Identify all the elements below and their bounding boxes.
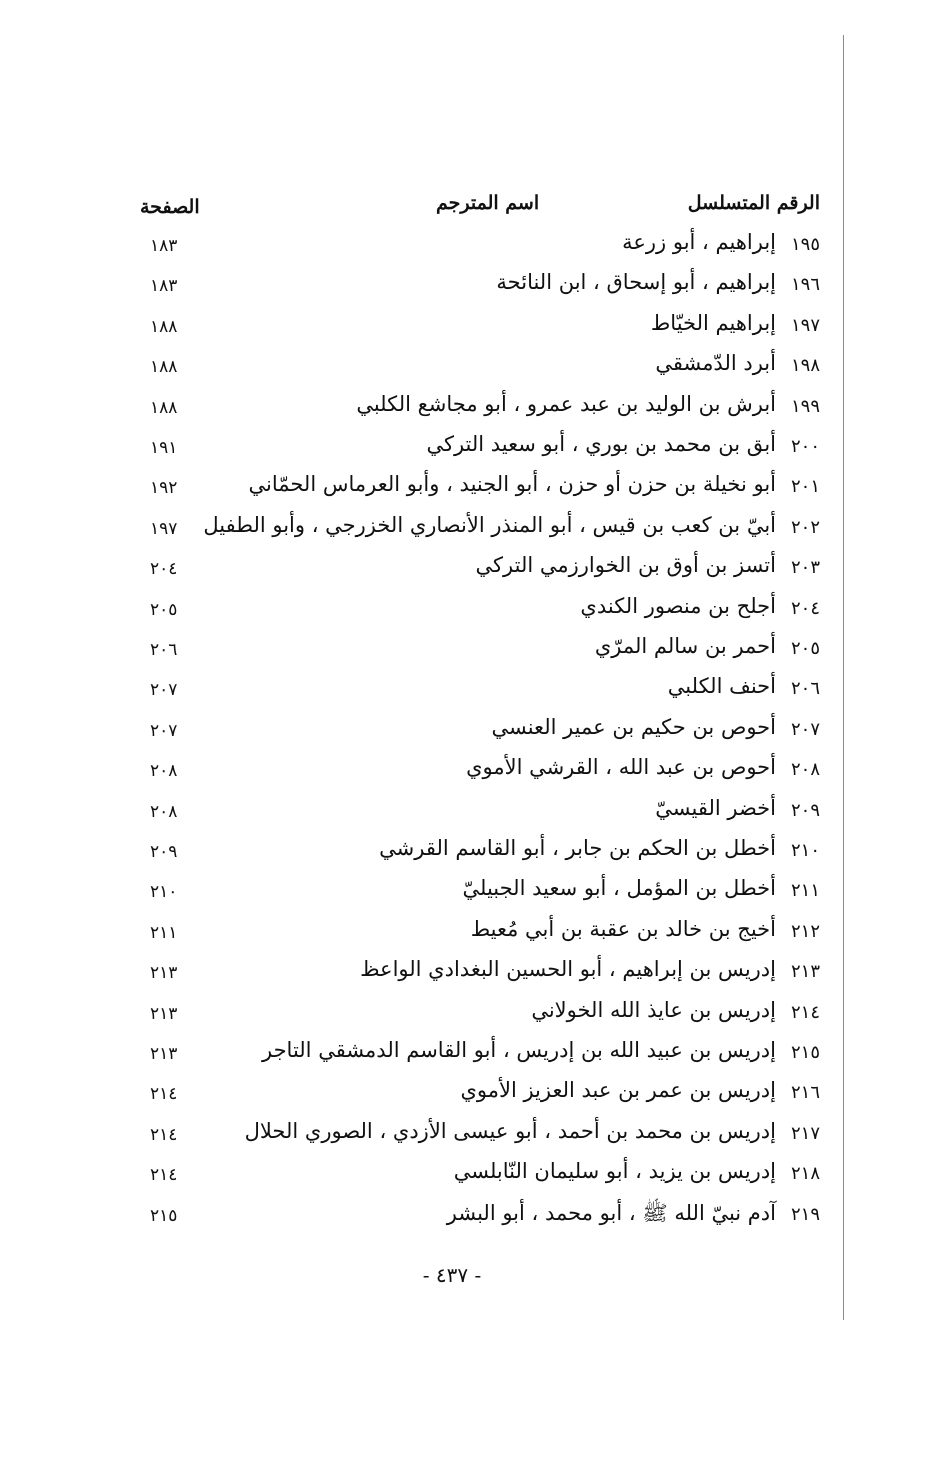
entry-name: أبرش بن الوليد بن عبد عمرو ، أبو مجاشع الكلبي: [356, 391, 776, 416]
entry-number: ٢١٤: [790, 1001, 820, 1023]
entry-name: أحمر بن سالم المرّي: [594, 634, 776, 658]
entry-name: أبو نخيلة بن حزن أو حزن ، أبو الجنيد ، وأبو العرماس الحمّاني: [248, 472, 776, 497]
table-row: [0, 751, 944, 791]
entry-page: ١٩٧: [150, 518, 178, 539]
entry-page: ٢٠٨: [150, 801, 178, 822]
entry-number: ١٩٧: [790, 314, 820, 336]
table-row: [0, 1155, 944, 1195]
entry-name: إدريس بن إبراهيم ، أبو الحسين البغدادي الواعظ: [360, 957, 776, 982]
table-row: [0, 630, 944, 670]
entry-number: ٢١٩: [790, 1203, 820, 1225]
entry-page: ١٨٨: [150, 397, 178, 418]
entry-name: أجلح بن منصور الكندي: [580, 593, 776, 618]
entry-page: ١٨٣: [150, 276, 178, 297]
page-column-header: الصفحة: [140, 196, 200, 218]
entry-page: ١٩١: [150, 438, 178, 458]
table-row: [0, 347, 944, 387]
table-row: [0, 1074, 944, 1114]
entry-number: ١٩٨: [790, 355, 820, 377]
name-column-header: اسم المترجم: [436, 192, 540, 214]
entry-page: ٢٠٧: [150, 720, 178, 741]
entry-number: ٢١٦: [790, 1082, 820, 1104]
table-row: [0, 509, 944, 549]
entry-page: ٢١٤: [150, 1084, 178, 1105]
table-row: [0, 1196, 944, 1236]
entry-number: ٢٠٤: [790, 597, 820, 619]
index-entries: [0, 226, 944, 1236]
entry-number: ١٩٥: [790, 234, 820, 255]
entry-name: أحنف الكلبي: [667, 674, 776, 699]
page-number: - ٤٣٧ -: [422, 1263, 482, 1287]
entry-page: ٢٠٦: [150, 640, 178, 660]
table-row: [0, 711, 944, 751]
entry-page: ١٩٢: [150, 478, 178, 499]
entry-name: أبق بن محمد بن بوري ، أبو سعيد التركي: [426, 432, 776, 456]
entry-number: ٢١٧: [790, 1122, 820, 1144]
table-row: [0, 590, 944, 630]
entry-page: ٢١٠: [150, 882, 178, 903]
entry-name: إبراهيم الخيّاط: [650, 310, 776, 335]
entry-name: إدريس بن محمد بن أحمد ، أبو عيسى الأزدي ، الصوري الحلال: [244, 1118, 776, 1143]
table-row: [0, 1034, 944, 1074]
table-row: [0, 468, 944, 508]
table-row: [0, 226, 944, 266]
entry-name: أخضر القيسيّ: [655, 795, 776, 820]
table-row: [0, 307, 944, 347]
entry-page: ٢١١: [150, 922, 178, 943]
table-row: [0, 872, 944, 912]
entry-name: أخيج بن خالد بن عقبة بن أبي مُعيط: [470, 916, 776, 941]
entry-number: ٢٠٩: [790, 799, 820, 821]
table-row: [0, 549, 944, 589]
entry-name: أبرد الدّمشقي: [655, 351, 776, 376]
entry-page: ٢١٤: [150, 1124, 178, 1145]
table-row: [0, 388, 944, 428]
entry-name: أبيّ بن كعب بن قيس ، أبو المنذر الأنصاري الخزرجي ، وأبو الطفيل: [203, 512, 776, 537]
entry-page: ٢١٤: [150, 1165, 178, 1186]
entry-number: ٢١٨: [790, 1163, 820, 1185]
entry-name: إدريس بن يزيد ، أبو سليمان النّابلسي: [453, 1159, 776, 1184]
page-footer: [0, 1263, 944, 1287]
entry-page: ٢٠٨: [150, 761, 178, 782]
entry-number: ٢٠٨: [790, 759, 820, 781]
table-row: [0, 1115, 944, 1155]
entry-page: ٢٠٤: [150, 559, 178, 580]
entry-number: ٢٠٧: [790, 718, 820, 740]
table-row: [0, 953, 944, 993]
entry-number: ١٩٦: [790, 274, 820, 296]
entry-number: ٢١٢: [790, 920, 820, 942]
entry-page: ١٨٣: [150, 236, 178, 256]
table-row: [0, 428, 944, 468]
entry-number: ٢٠٠: [790, 436, 820, 457]
entry-number: ٢٠٣: [790, 557, 820, 579]
table-row: [0, 832, 944, 872]
entry-name: إدريس بن عمر بن عبد العزيز الأموي: [460, 1078, 776, 1103]
entry-page: ٢١٣: [150, 1044, 178, 1064]
entry-number: ٢١٠: [790, 840, 820, 861]
entry-name: إدريس بن عايذ الله الخولاني: [531, 997, 776, 1022]
entry-page: ٢٠٥: [150, 599, 178, 620]
table-row: [0, 913, 944, 953]
entry-name: إبراهيم ، أبو زرعة: [622, 230, 776, 254]
entry-number: ٢٠٦: [790, 678, 820, 700]
entry-number: ١٩٩: [790, 395, 820, 417]
entry-name: أخطل بن المؤمل ، أبو سعيد الجبيليّ: [462, 876, 776, 901]
table-row: [0, 266, 944, 306]
entry-number: ٢١١: [790, 880, 820, 902]
entry-name: آدم نبيّ الله ﷺ ، أبو محمد ، أبو البشر: [446, 1200, 776, 1225]
table-row: [0, 994, 944, 1034]
table-header: [0, 192, 944, 228]
entry-page: ١٨٨: [150, 316, 178, 337]
table-row: [0, 670, 944, 710]
entry-number: ٢٠٢: [790, 516, 820, 538]
serial-column-header: الرقم المتسلسل: [687, 192, 820, 214]
entry-name: أحوص بن عبد الله ، القرشي الأموي: [466, 755, 776, 780]
entry-page: ٢٠٧: [150, 680, 178, 701]
entry-name: أخطل بن الحكم بن جابر ، أبو القاسم القرشي: [379, 836, 776, 860]
table-row: [0, 792, 944, 832]
entry-page: ٢٠٩: [150, 842, 178, 862]
entry-number: ٢٠١: [790, 476, 820, 498]
entry-page: ٢١٣: [150, 1003, 178, 1024]
entry-number: ٢٠٥: [790, 638, 820, 659]
entry-page: ٢١٥: [150, 1205, 178, 1226]
entry-number: ٢١٥: [790, 1042, 820, 1063]
entry-name: أتسز بن أوق بن الخوارزمي التركي: [475, 553, 776, 578]
entry-page: ٢١٣: [150, 963, 178, 984]
entry-name: أحوص بن حكيم بن عمير العنسي: [491, 714, 776, 739]
entry-page: ١٨٨: [150, 357, 178, 378]
entry-number: ٢١٣: [790, 961, 820, 983]
entry-name: إدريس بن عبيد الله بن إدريس ، أبو القاسم الدمشقي التاجر: [261, 1038, 776, 1062]
entry-name: إبراهيم ، أبو إسحاق ، ابن النائحة: [496, 270, 776, 295]
